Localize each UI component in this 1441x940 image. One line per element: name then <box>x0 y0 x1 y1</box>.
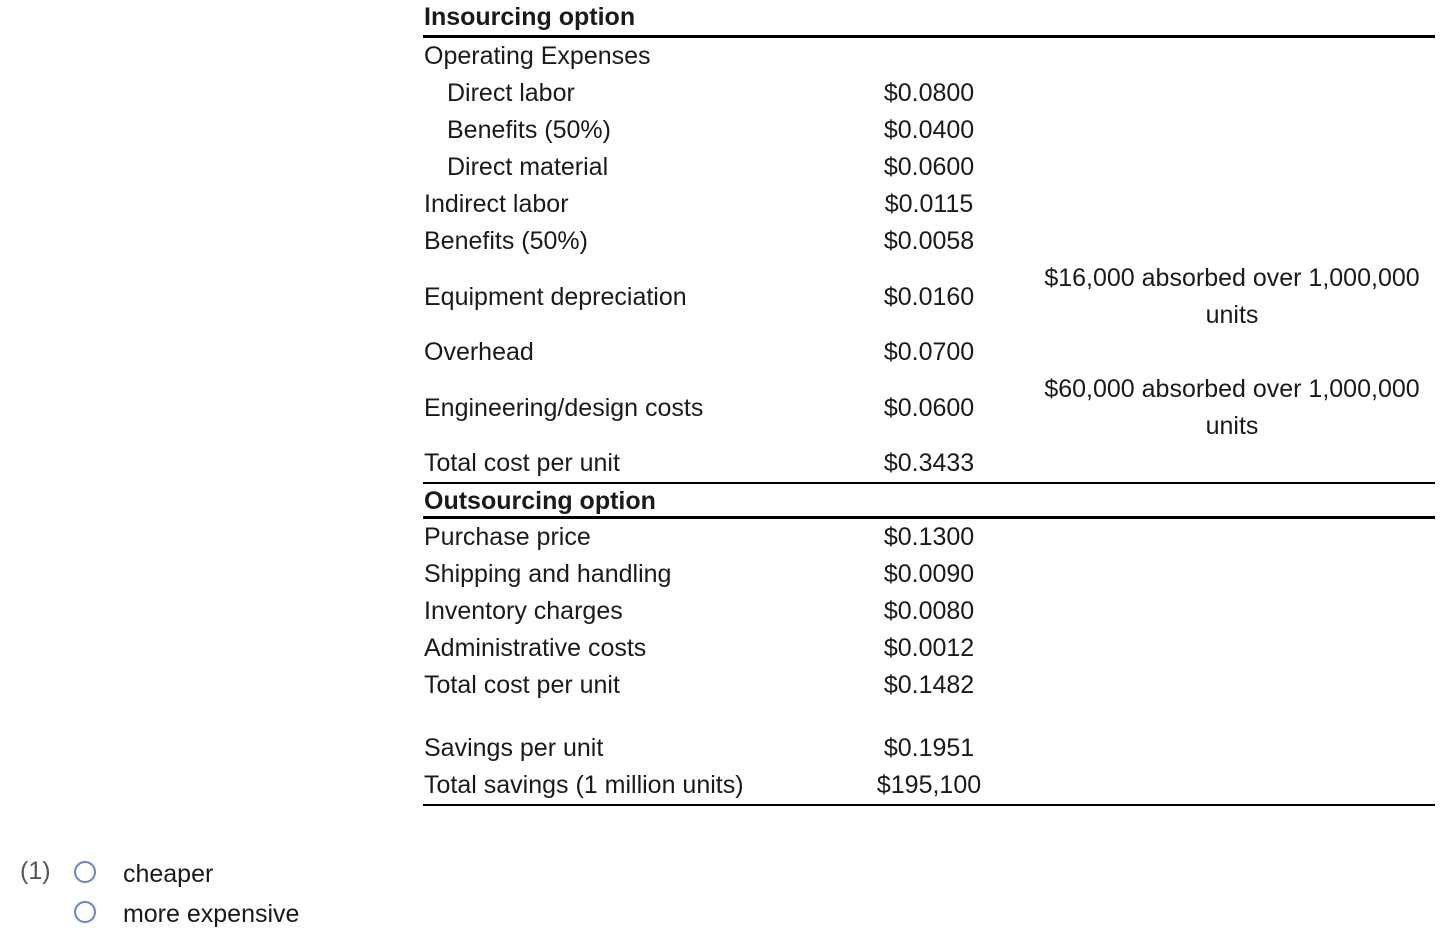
table-row <box>423 112 1435 149</box>
option-more-expensive[interactable] <box>74 893 299 933</box>
row-value: $0.1482 <box>883 671 975 699</box>
row-label: Engineering/design costs <box>424 394 704 422</box>
table-row <box>423 260 1435 334</box>
table-row <box>423 371 1435 445</box>
table-row <box>423 186 1435 223</box>
row-value: $0.0600 <box>883 394 975 422</box>
row-label: Direct material <box>447 153 609 181</box>
row-value: $0.1300 <box>883 523 975 551</box>
row-value: $0.0400 <box>883 116 975 144</box>
table-row <box>423 38 1435 75</box>
row-label: Direct labor <box>447 79 575 107</box>
outsourcing-header: Outsourcing option <box>423 484 1435 519</box>
row-value: $0.0080 <box>883 597 975 625</box>
option-cheaper[interactable] <box>74 853 213 893</box>
row-value: $0.0115 <box>884 190 974 218</box>
table-row <box>423 630 1435 667</box>
radio-button-cheaper[interactable] <box>74 861 96 883</box>
cost-comparison-table <box>423 0 1435 806</box>
total-savings-row <box>423 767 1435 806</box>
table-row <box>423 334 1435 371</box>
row-label: Administrative costs <box>424 634 647 662</box>
savings-per-unit-row <box>423 730 1435 767</box>
table-row <box>423 223 1435 260</box>
row-value: $0.0800 <box>883 79 975 107</box>
insourcing-header: Insourcing option <box>423 0 1435 38</box>
table-row <box>423 519 1435 556</box>
row-label: Overhead <box>424 338 534 366</box>
row-value: $0.0012 <box>883 634 975 662</box>
row-value: $0.0058 <box>883 227 975 255</box>
radio-button-more-expensive[interactable] <box>74 901 96 923</box>
table-row <box>423 149 1435 186</box>
row-note: $60,000 absorbed over 1,000,000 units <box>1044 375 1420 440</box>
row-label: Benefits (50%) <box>447 116 611 144</box>
row-value: $0.1951 <box>883 734 975 762</box>
row-label: Inventory charges <box>424 597 623 625</box>
row-value: $0.3433 <box>883 449 975 477</box>
row-value: $0.0160 <box>883 283 975 311</box>
row-label: Benefits (50%) <box>424 227 588 255</box>
row-value: $0.0090 <box>883 560 975 588</box>
row-label: Savings per unit <box>424 734 604 762</box>
question-number: (1) <box>20 857 51 885</box>
table-row <box>423 556 1435 593</box>
table-row <box>423 75 1435 112</box>
row-label: Purchase price <box>424 523 591 551</box>
option-label[interactable]: more expensive <box>122 900 300 929</box>
row-label: Operating Expenses <box>424 42 651 70</box>
row-label: Total savings (1 million units) <box>424 771 744 799</box>
row-label: Equipment depreciation <box>424 283 687 311</box>
table-row-total <box>423 667 1435 704</box>
row-label: Shipping and handling <box>424 560 672 588</box>
table-row-total <box>423 445 1435 484</box>
table-row <box>423 593 1435 630</box>
row-value: $195,100 <box>876 771 982 799</box>
row-label: Indirect labor <box>424 190 569 218</box>
option-label[interactable]: cheaper <box>122 860 214 889</box>
row-note: $16,000 absorbed over 1,000,000 units <box>1044 264 1420 329</box>
row-label: Total cost per unit <box>424 449 620 477</box>
row-value: $0.0600 <box>883 153 975 181</box>
row-value: $0.0700 <box>883 338 975 366</box>
row-label: Total cost per unit <box>424 671 620 699</box>
